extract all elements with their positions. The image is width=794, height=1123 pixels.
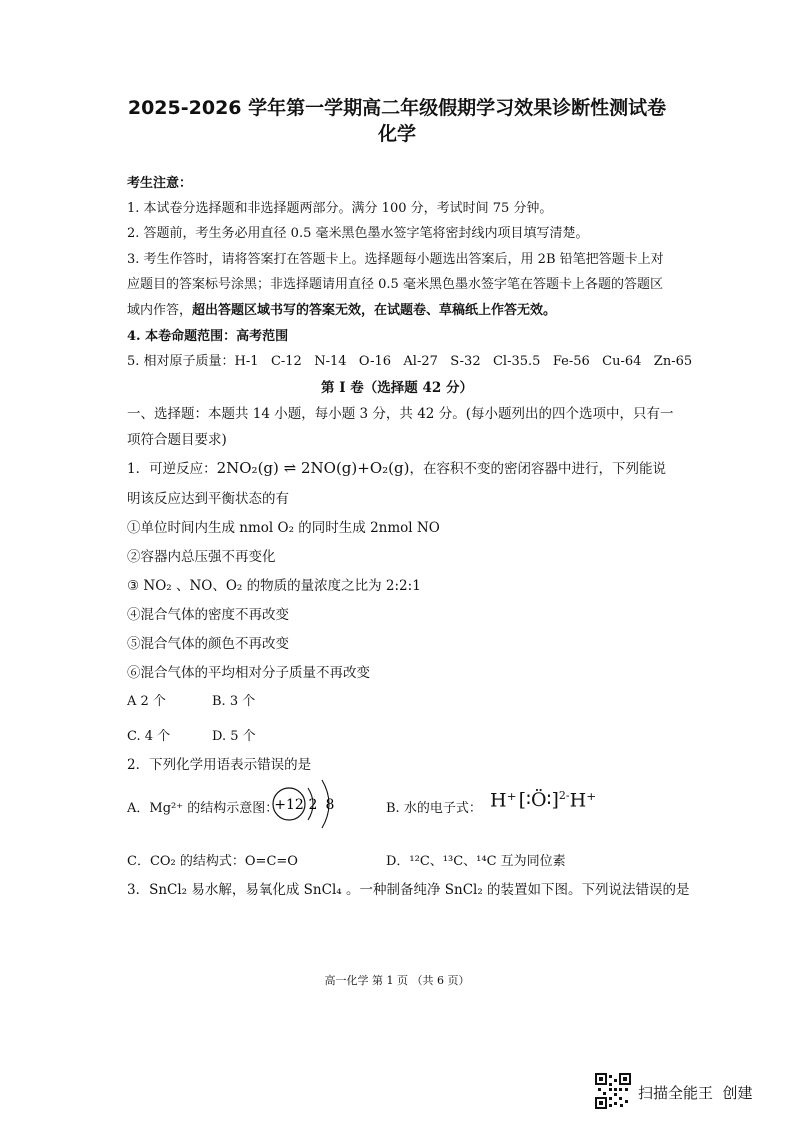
subject-title: 化学: [377, 123, 416, 145]
hydrogen-left: H⁺: [490, 789, 517, 812]
section-instruction-line2: 项符合题目要求): [127, 432, 227, 448]
q1-condition-4: ④混合气体的密度不再改变: [127, 607, 289, 623]
q1-stem-line2: 明该反应达到平衡状态的有: [127, 491, 289, 507]
shell-1-count: 2: [308, 797, 318, 813]
atomic-mass-list: H-1 C-12 N-14 O-16 Al-27 S-32 Cl-35.5 Fe-56 Cu-64 Zn-65: [234, 354, 693, 369]
q1-stem-prefix: 1．可逆反应：: [127, 461, 217, 477]
q1-stem-suffix: ，在容积不变的密闭容器中进行，下列能说: [409, 461, 666, 477]
q1-condition-1: ①单位时间内生成 nmol O₂ 的同时生成 2nmol NO: [127, 520, 440, 536]
q3-stem: 3．SnCl₂ 易水解，易氧化成 SnCl₄ 。一种制备纯净 SnCl₂ 的装置如下图。下列说法错误的是: [127, 882, 690, 898]
section-instruction-line1: 一、选择题：本题共 14 小题，每小题 3 分，共 42 分。(每小题列出的四个选项中，只有一: [127, 406, 674, 422]
mg-ion-structure-diagram: [268, 772, 344, 836]
hydrogen-right: H⁺: [569, 789, 597, 812]
q1-option-d: D. 5 个: [212, 729, 256, 744]
oxygen-charge: 2-: [558, 789, 570, 802]
q2-option-d: D．¹²C、¹³C、¹⁴C 互为同位素: [386, 854, 566, 869]
oxygen-bracket: [∶Ö∶]: [518, 789, 559, 812]
q1-stem-line1: [127, 457, 666, 477]
q1-option-b: B. 3 个: [212, 694, 256, 709]
q2-option-c: C．CO₂ 的结构式：O=C=O: [127, 854, 298, 869]
notice-item-3-line1: 3. 考生作答时，请将答案打在答题卡上。选择题每小题选出答案后，用 2B 铅笔把答题卡上对: [127, 252, 664, 267]
page-footer: 高一化学 第 1 页 （共 6 页）: [324, 974, 470, 987]
nucleus-charge: +12: [274, 797, 304, 813]
notice-item-1: 1. 本试卷分选择题和非选择题两部分。满分 100 分，考试时间 75 分钟。: [127, 201, 553, 216]
notice-item-3-line3: [127, 299, 556, 318]
q2-option-a-label: A．Mg²⁺ 的结构示意图：: [127, 801, 279, 816]
q1-condition-3: ③ NO₂ 、NO、O₂ 的物质的量浓度之比为 2:2:1: [127, 578, 421, 594]
q1-equation: 2NO₂(g) ⇌ 2NO(g)+O₂(g): [216, 459, 410, 477]
atomic-mass-label: 5. 相对原子质量：: [127, 354, 235, 369]
q1-option-c: C. 4 个: [127, 729, 171, 744]
q1-condition-5: ⑤混合气体的颜色不再改变: [127, 636, 289, 652]
notice-item-2: 2. 答题前，考生务必用直径 0.5 毫米黑色墨水签字笔将密封线内项目填写清楚。: [127, 226, 589, 241]
section-title: 第 Ⅰ 卷（选择题 42 分）: [321, 380, 473, 396]
notice-item-3-line3-bold: 超出答题区域书写的答案无效，在试题卷、草稿纸上作答无效。: [192, 303, 557, 318]
qr-code-icon: [595, 1073, 631, 1109]
page-title: 2025-2026 学年第一学期高二年级假期学习效果诊断性测试卷: [127, 97, 667, 119]
notice-item-3-line3-plain: 域内作答，: [127, 303, 193, 318]
notice-item-3-line2: 应题目的答案标号涂黑；非选择题请用直径 0.5 毫米黑色墨水签字笔在答题卡上各题的答题区: [127, 277, 663, 292]
q2-option-b-label: B. 水的电子式：: [386, 801, 482, 816]
notice-item-4: 4. 本卷命题范围：高考范围: [127, 329, 289, 344]
q2-stem: 2．下列化学用语表示错误的是: [127, 757, 312, 773]
q1-condition-6: ⑥混合气体的平均相对分子质量不再改变: [127, 665, 370, 681]
notice-item-5: [127, 350, 692, 369]
water-electron-formula: [490, 789, 596, 811]
scanner-brand-text: 扫描全能王 创建: [638, 1084, 753, 1102]
q1-condition-2: ②容器内总压强不再变化: [127, 549, 276, 565]
shell-2-count: 8: [325, 797, 335, 813]
q1-option-a: A 2 个: [127, 694, 166, 709]
notice-heading: 考生注意：: [127, 176, 193, 191]
